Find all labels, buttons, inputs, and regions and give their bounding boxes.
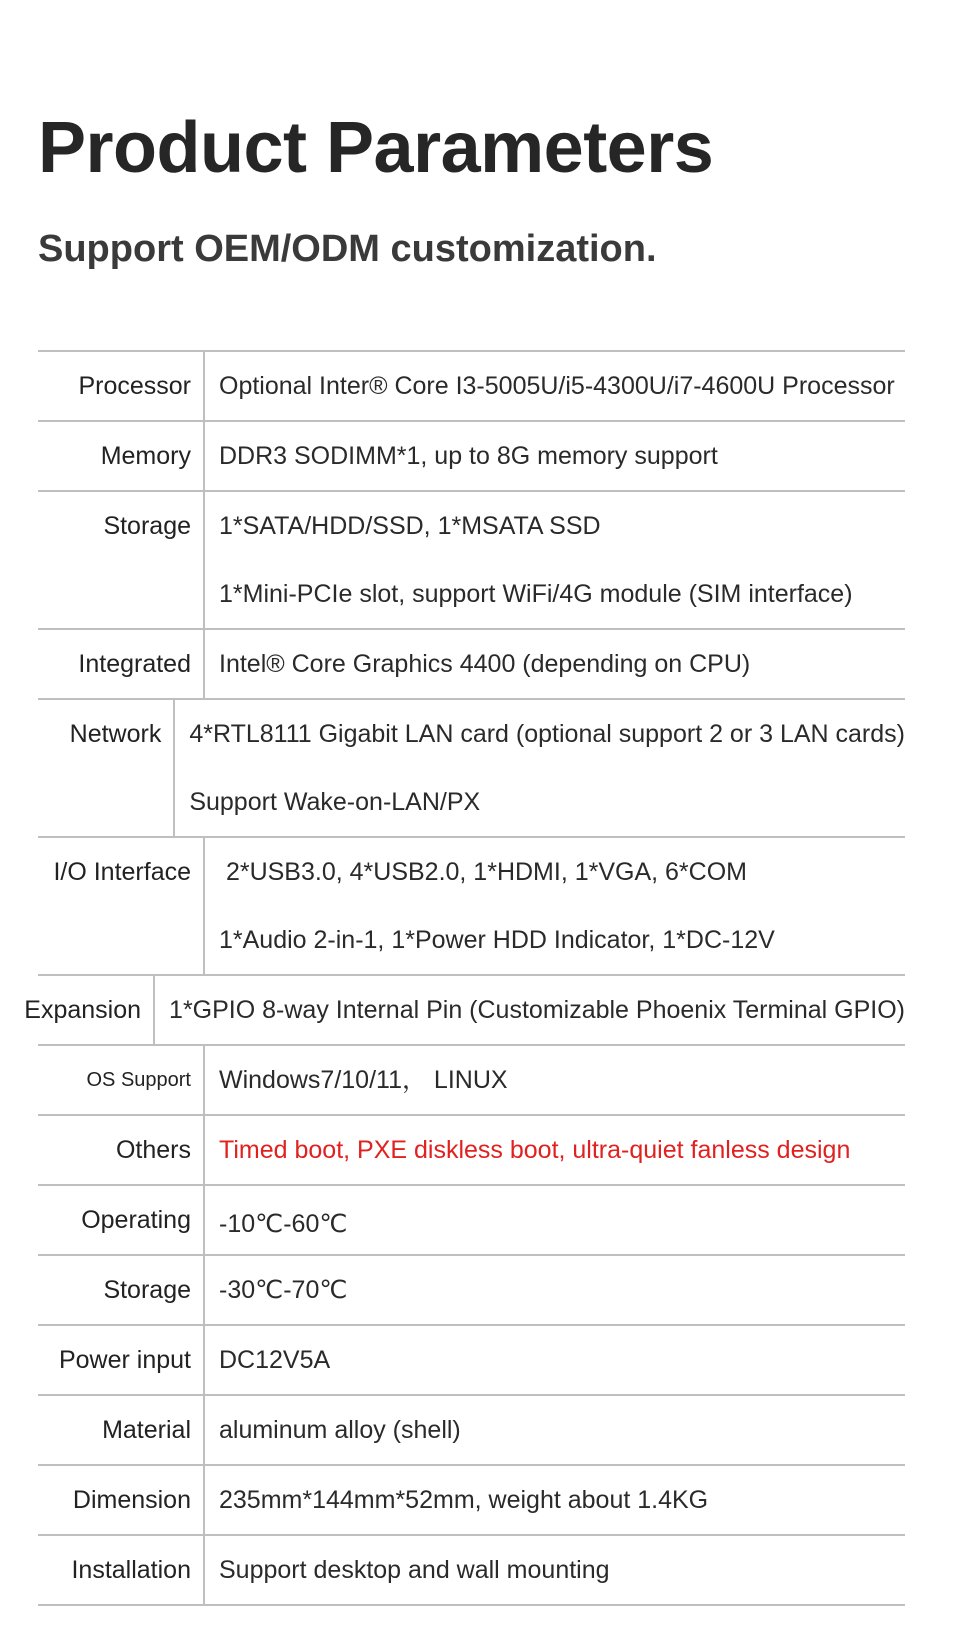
spec-label: Others	[0, 1116, 205, 1184]
page-title: Product Parameters	[38, 108, 714, 188]
spec-value: DDR3 SODIMM*1, up to 8G memory support	[219, 442, 718, 470]
spec-value: -30℃-70℃	[219, 1276, 348, 1304]
spec-row-os-support	[38, 1046, 905, 1116]
spec-row-io-interface	[38, 838, 905, 976]
spec-row-expansion	[24, 976, 905, 1046]
spec-values	[205, 492, 905, 628]
spec-values	[205, 1256, 905, 1324]
spec-value: Windows7/10/11， LINUX	[219, 1066, 508, 1094]
spec-label: I/O Interface	[0, 838, 205, 974]
spec-row-integrated	[38, 630, 905, 700]
spec-label: Integrated	[0, 630, 205, 698]
spec-value: DC12V5A	[219, 1346, 331, 1374]
spec-row-memory	[38, 422, 905, 492]
spec-row-power-input	[38, 1326, 905, 1396]
spec-table	[0, 350, 980, 1606]
spec-values	[205, 1046, 905, 1114]
spec-value: 1*Audio 2-in-1, 1*Power HDD Indicator, 1*DC-12V	[219, 926, 775, 954]
spec-row-operating-temp	[38, 1186, 905, 1256]
spec-values	[155, 976, 905, 1044]
spec-label: Installation	[0, 1536, 205, 1604]
spec-label: Operating	[0, 1186, 205, 1254]
spec-value: aluminum alloy (shell)	[219, 1416, 461, 1444]
spec-values	[205, 1116, 905, 1184]
spec-value: 4*RTL8111 Gigabit LAN card (optional support 2 or 3 LAN cards)	[189, 720, 905, 748]
spec-row-others	[38, 1116, 905, 1186]
spec-values	[175, 700, 905, 836]
spec-values	[205, 422, 905, 490]
spec-value: Optional Inter® Core I3-5005U/i5-4300U/i7-4600U Processor	[219, 372, 895, 400]
spec-row-installation	[38, 1536, 905, 1606]
spec-value: 235mm*144mm*52mm, weight about 1.4KG	[219, 1486, 709, 1514]
spec-row-dimension	[38, 1466, 905, 1536]
spec-values	[205, 1186, 905, 1254]
spec-label: Expansion	[0, 976, 155, 1044]
spec-values	[205, 838, 905, 974]
spec-row-processor	[38, 350, 905, 422]
spec-label: Dimension	[0, 1466, 205, 1534]
spec-value: 2*USB3.0, 4*USB2.0, 1*HDMI, 1*VGA, 6*COM	[219, 858, 747, 886]
spec-label: Storage	[0, 492, 205, 628]
spec-label: Material	[0, 1396, 205, 1464]
spec-values	[205, 1326, 905, 1394]
spec-values	[205, 1466, 905, 1534]
spec-label: OS Support	[0, 1046, 205, 1114]
spec-value: 1*GPIO 8-way Internal Pin (Customizable Phoenix Terminal GPIO)	[169, 996, 905, 1024]
spec-label: Network	[0, 700, 175, 836]
spec-value: Support desktop and wall mounting	[219, 1556, 610, 1584]
spec-label: Memory	[0, 422, 205, 490]
spec-value: 1*Mini-PCIe slot, support WiFi/4G module (SIM interface)	[219, 580, 853, 608]
spec-label: Processor	[0, 352, 205, 420]
spec-value-highlight: Timed boot, PXE diskless boot, ultra-quiet fanless design	[219, 1136, 851, 1164]
spec-value: -10℃-60℃	[219, 1210, 348, 1238]
page-subtitle: Support OEM/ODM customization.	[38, 228, 657, 270]
spec-values	[205, 1536, 905, 1604]
spec-values	[205, 1396, 905, 1464]
spec-values	[205, 352, 905, 420]
spec-value: Support Wake-on-LAN/PX	[189, 788, 481, 816]
spec-label: Power input	[0, 1326, 205, 1394]
spec-value: 1*SATA/HDD/SSD, 1*MSATA SSD	[219, 512, 601, 540]
spec-row-storage-temp	[38, 1256, 905, 1326]
spec-row-storage	[38, 492, 905, 630]
spec-values	[205, 630, 905, 698]
spec-row-material	[38, 1396, 905, 1466]
spec-label: Storage	[0, 1256, 205, 1324]
spec-row-network	[38, 700, 905, 838]
spec-value: Intel® Core Graphics 4400 (depending on CPU)	[219, 650, 751, 678]
